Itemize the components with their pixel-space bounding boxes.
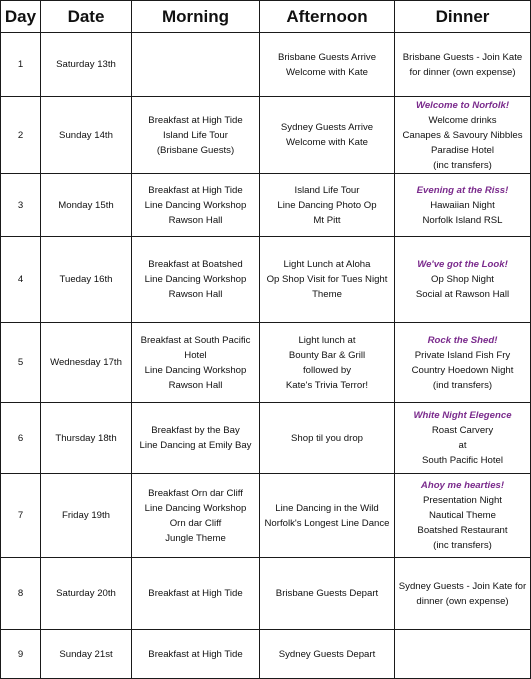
afternoon-cell (260, 97, 395, 174)
date-cell: Saturday 20th (41, 558, 132, 630)
dinner-line: Hawaiian Night (430, 199, 495, 211)
day-cell: 9 (1, 630, 41, 679)
day-cell: 4 (1, 237, 41, 323)
header-afternoon: Afternoon (260, 1, 395, 33)
morning-cell (132, 630, 260, 679)
day-cell: 8 (1, 558, 41, 630)
morning-line: Hotel (184, 349, 207, 361)
morning-line: Breakfast by the Bay (151, 425, 240, 436)
morning-cell (132, 323, 260, 403)
afternoon-cell (260, 323, 395, 403)
dinner-line: Canapes & Savoury Nibbles (402, 129, 523, 141)
date-cell: Thursday 18th (41, 403, 132, 474)
dinner-title: White Night Elegence (413, 410, 512, 421)
morning-cell (132, 174, 260, 237)
morning-line: Breakfast at Boatshed (148, 259, 243, 270)
dinner-line: South Pacific Hotel (421, 455, 504, 466)
table-row (1, 237, 531, 323)
dinner-line: Brisbane Guests - Join Kate (402, 51, 523, 63)
morning-line: Line Dancing Workshop (144, 502, 247, 514)
dinner-line: (inc transfers) (433, 540, 492, 551)
morning-line: (Brisbane Guests) (156, 144, 235, 156)
afternoon-line: Sydney Guests Depart (278, 648, 376, 660)
table-row (1, 630, 531, 679)
date-cell: Monday 15th (41, 174, 132, 237)
day-cell: 6 (1, 403, 41, 474)
morning-line: Breakfast Orn dar Cliff (148, 487, 243, 499)
dinner-cell (395, 174, 531, 237)
table-row (1, 558, 531, 630)
afternoon-line: Line Dancing Photo Op (277, 199, 377, 211)
dinner-cell (395, 323, 531, 403)
dinner-line: Country Hoedown Night (411, 364, 514, 376)
morning-cell (132, 558, 260, 630)
dinner-line: Boatshed Restaurant (417, 525, 508, 536)
day-cell: 3 (1, 174, 41, 237)
dinner-line: Roast Carvery (431, 425, 494, 436)
dinner-cell (395, 97, 531, 174)
afternoon-line: Mt Pitt (313, 214, 341, 226)
dinner-title: Rock the Shed! (427, 334, 498, 346)
dinner-cell (395, 403, 531, 474)
header-day: Day (1, 1, 41, 33)
dinner-title: Welcome to Norfolk! (415, 99, 510, 111)
day-cell: 1 (1, 33, 41, 97)
afternoon-cell (260, 630, 395, 679)
afternoon-line: Kate's Trivia Terror! (285, 379, 369, 391)
afternoon-line: Norfolk's Longest Line Dance (264, 517, 390, 529)
morning-line: Breakfast at South Pacific (140, 334, 251, 346)
morning-cell (132, 33, 260, 97)
afternoon-line: followed by (303, 364, 351, 376)
day-cell: 7 (1, 474, 41, 558)
afternoon-cell (260, 33, 395, 97)
afternoon-cell (260, 558, 395, 630)
morning-line: Breakfast at High Tide (148, 114, 243, 126)
afternoon-line: Bounty Bar & Grill (288, 349, 366, 361)
table-row (1, 174, 531, 237)
afternoon-line: Welcome with Kate (286, 66, 368, 78)
morning-line: Breakfast at High Tide (148, 184, 243, 196)
afternoon-line: Theme (312, 289, 342, 300)
morning-cell (132, 403, 260, 474)
afternoon-cell (260, 174, 395, 237)
date-cell: Saturday 13th (41, 33, 132, 97)
afternoon-line: Welcome with Kate (286, 137, 368, 148)
afternoon-line: Op Shop Visit for Tues Night (266, 274, 388, 285)
dinner-line: Private Island Fish Fry (414, 349, 511, 361)
morning-cell (132, 237, 260, 323)
date-cell: Friday 19th (41, 474, 132, 558)
morning-line: Jungle Theme (165, 532, 226, 544)
afternoon-line: Line Dancing in the Wild (275, 502, 379, 514)
dinner-title: Ahoy me hearties! (420, 480, 505, 491)
dinner-line: Norfolk Island RSL (422, 214, 503, 226)
dinner-cell (395, 558, 531, 630)
morning-line: Line Dancing Workshop (144, 199, 247, 211)
morning-line: Rawson Hall (168, 289, 223, 300)
morning-line: Line Dancing Workshop (144, 274, 247, 285)
header-row (1, 1, 531, 33)
dinner-line: Op Shop Night (431, 274, 494, 285)
morning-line: Island Life Tour (163, 129, 228, 141)
dinner-line: (inc transfers) (433, 159, 492, 171)
dinner-cell (395, 474, 531, 558)
morning-line: Line Dancing at Emily Bay (139, 440, 252, 451)
header-date: Date (41, 1, 132, 33)
header-dinner: Dinner (395, 1, 531, 33)
dinner-line: Paradise Hotel (431, 144, 494, 156)
afternoon-cell (260, 474, 395, 558)
afternoon-line: Light lunch at (298, 334, 356, 346)
afternoon-line: Island Life Tour (294, 184, 360, 196)
dinner-line: Nautical Theme (428, 510, 496, 521)
afternoon-line: Brisbane Guests Arrive (277, 51, 377, 63)
day-cell: 2 (1, 97, 41, 174)
morning-line: Orn dar Cliff (169, 517, 222, 529)
dinner-line: (ind transfers) (432, 379, 493, 391)
afternoon-line: Brisbane Guests Depart (275, 588, 379, 599)
dinner-line: Social at Rawson Hall (415, 289, 510, 300)
table-row (1, 323, 531, 403)
afternoon-cell (260, 237, 395, 323)
dinner-line: Sydney Guests - Join Kate for (398, 580, 527, 592)
afternoon-line: Light Lunch at Aloha (283, 259, 371, 270)
table-row (1, 33, 531, 97)
morning-line: Breakfast at High Tide (148, 588, 243, 599)
day-cell: 5 (1, 323, 41, 403)
dinner-line: for dinner (own expense) (409, 66, 516, 78)
afternoon-line: Shop til you drop (291, 432, 363, 444)
morning-line: Breakfast at High Tide (148, 648, 243, 660)
dinner-line: Presentation Night (423, 495, 502, 506)
dinner-cell (395, 237, 531, 323)
dinner-cell (395, 630, 531, 679)
table-row (1, 474, 531, 558)
dinner-title: Evening at the Riss! (416, 184, 509, 196)
dinner-line: dinner (own expense) (416, 595, 509, 607)
morning-line: Rawson Hall (168, 214, 223, 226)
date-cell: Sunday 14th (41, 97, 132, 174)
dinner-cell (395, 33, 531, 97)
morning-line: Rawson Hall (168, 379, 223, 391)
dinner-line: Welcome drinks (428, 114, 497, 126)
morning-line: Line Dancing Workshop (144, 364, 247, 376)
header-morning: Morning (132, 1, 260, 33)
dinner-title: We've got the Look! (417, 259, 508, 270)
date-cell: Sunday 21st (41, 630, 132, 679)
dinner-line: at (458, 440, 467, 451)
morning-cell (132, 474, 260, 558)
afternoon-line: Sydney Guests Arrive (280, 122, 374, 133)
morning-cell (132, 97, 260, 174)
date-cell: Tueday 16th (41, 237, 132, 323)
table-row (1, 97, 531, 174)
table-row (1, 403, 531, 474)
date-cell: Wednesday 17th (41, 323, 132, 403)
afternoon-cell (260, 403, 395, 474)
